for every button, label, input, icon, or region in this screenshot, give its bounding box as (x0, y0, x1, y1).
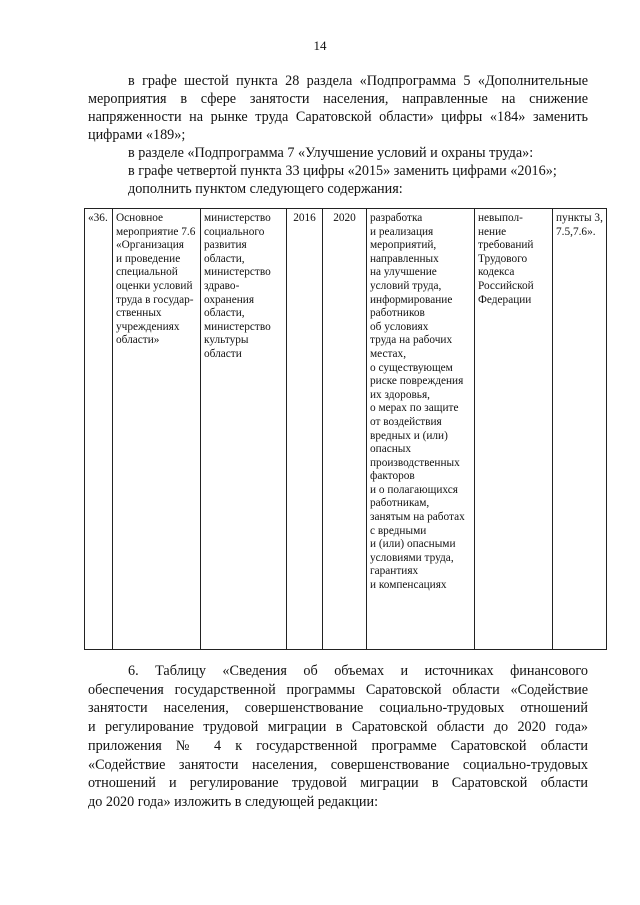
result-line: риске повреждения (370, 375, 464, 388)
link-line: 7.5,7.6». (556, 225, 596, 238)
item-six-paragraph (88, 662, 588, 812)
end-year-cell (323, 209, 367, 650)
intro-line-4: цифрами «189»; (88, 127, 186, 143)
measure-name-line: оценки условий (116, 279, 193, 292)
executor-line: области (204, 347, 242, 360)
result-line: и компенсациях (370, 579, 447, 592)
executor-line: развития (204, 239, 247, 252)
result-line: факторов (370, 470, 415, 483)
paragraph-line: занятости населения, совершенствование социально-трудовых отношений (88, 700, 588, 717)
consequence-line: Трудового (478, 252, 528, 265)
start-year-cell (287, 209, 323, 650)
result-line: о существующем (370, 361, 453, 374)
result-line: условиями труда, (370, 551, 454, 564)
measure-name-line: области» (116, 334, 160, 347)
measure-name-line: «Организация (116, 239, 184, 252)
executor-line: области, (204, 252, 245, 265)
intro-line-3: напряженности на рынке труда Саратовской области» цифры «184» заменить (88, 109, 588, 125)
paragraph-line: отношений и регулирование трудовой миграции в Саратовской области (88, 775, 588, 792)
result-line: о мерах по защите (370, 402, 459, 415)
result-line: труда на рабочих (370, 334, 453, 347)
result-line: занятым на работах (370, 511, 465, 524)
paragraph-line: и регулирование трудовой миграции в Саратовской области до 2020 года» (88, 719, 588, 736)
result-line: и (или) опасными (370, 538, 456, 551)
intro-add-item-line: дополнить пунктом следующего содержания: (128, 181, 403, 197)
executors-cell (201, 209, 287, 650)
result-line: работников (370, 307, 425, 320)
page-number: 14 (313, 38, 327, 53)
consequence-line: нение (478, 225, 507, 238)
executor-line: культуры (204, 334, 249, 347)
result-line: об условиях (370, 320, 429, 333)
executor-line: министерство (204, 212, 271, 224)
paragraph-line: обеспечения государственной программы Саратовской области «Содействие (88, 681, 588, 698)
measure-name-line: труда в государ- (116, 293, 194, 306)
consequence-line: Российской (478, 279, 534, 292)
measure-name-line: и проведение (116, 252, 181, 265)
paragraph-line: 6. Таблицу «Сведения об объемах и источниках финансового (128, 663, 588, 679)
result-line: местах, (370, 347, 407, 360)
link-line: пункты 3, (556, 212, 603, 224)
result-line: на улучшение (370, 266, 437, 279)
measure-name-line: специальной (116, 266, 178, 279)
intro-column-four-line: в графе четвертой пункта 33 цифры «2015» заменить цифрами «2016»; (128, 163, 557, 179)
paragraph-line: приложения № 4 к государственной программе Саратовской области (88, 737, 588, 754)
result-line: мероприятий, (370, 239, 437, 252)
executor-line: области, (204, 307, 245, 320)
result-line: с вредными (370, 524, 427, 537)
result-line: их здоровья, (370, 388, 430, 401)
executor-line: охранения (204, 293, 255, 306)
result-line: опасных (370, 443, 412, 456)
table-row (85, 209, 607, 650)
result-line: производственных (370, 456, 460, 469)
result-line: от воздействия (370, 415, 442, 428)
result-line: информирование (370, 293, 453, 306)
consequence-line: кодекса (478, 266, 515, 279)
measure-name-line: учреждениях (116, 320, 180, 333)
end-year: 2020 (333, 212, 356, 224)
executor-line: здраво- (204, 279, 240, 292)
result-line: и о полагающихся (370, 483, 458, 496)
result-line: направленных (370, 252, 439, 265)
intro-line-1: в графе шестой пункта 28 раздела «Подпрограмма 5 «Дополнительные (128, 73, 588, 89)
result-line: условий труда, (370, 279, 442, 292)
consequence-line: невыпол- (478, 212, 523, 224)
consequence-line: требований (478, 239, 534, 252)
intro-subprogram-line: в разделе «Подпрограмма 7 «Улучшение условий и охраны труда»: (128, 145, 534, 161)
result-line: гарантиях (370, 565, 419, 578)
consequence-line: Федерации (478, 293, 532, 306)
paragraph-line: «Содействие занятости населения, совершенствование социально-трудовых (88, 756, 588, 773)
intro-line-2: мероприятия в сфере занятости населения, направленные на снижение (88, 91, 588, 107)
measure-name-cell (113, 209, 201, 650)
link-cell (553, 209, 607, 650)
expected-result-cell (367, 209, 475, 650)
measure-name-line: ственных (116, 307, 162, 320)
amendment-table (84, 208, 607, 650)
measure-name-line: Основное (116, 212, 164, 224)
start-year: 2016 (293, 212, 316, 224)
item-number: «36. (88, 212, 108, 224)
executor-line: социального (204, 225, 265, 238)
result-line: работникам, (370, 497, 430, 510)
executor-line: министерство (204, 266, 271, 279)
result-line: и реализация (370, 225, 434, 238)
executor-line: министерство (204, 320, 271, 333)
result-line: вредных и (или) (370, 429, 448, 442)
item-number-cell (85, 209, 113, 650)
result-line: разработка (370, 212, 423, 224)
measure-name-line: мероприятие 7.6 (116, 225, 196, 238)
paragraph-line: до 2020 года» изложить в следующей редакции: (88, 793, 379, 810)
consequence-cell (475, 209, 553, 650)
